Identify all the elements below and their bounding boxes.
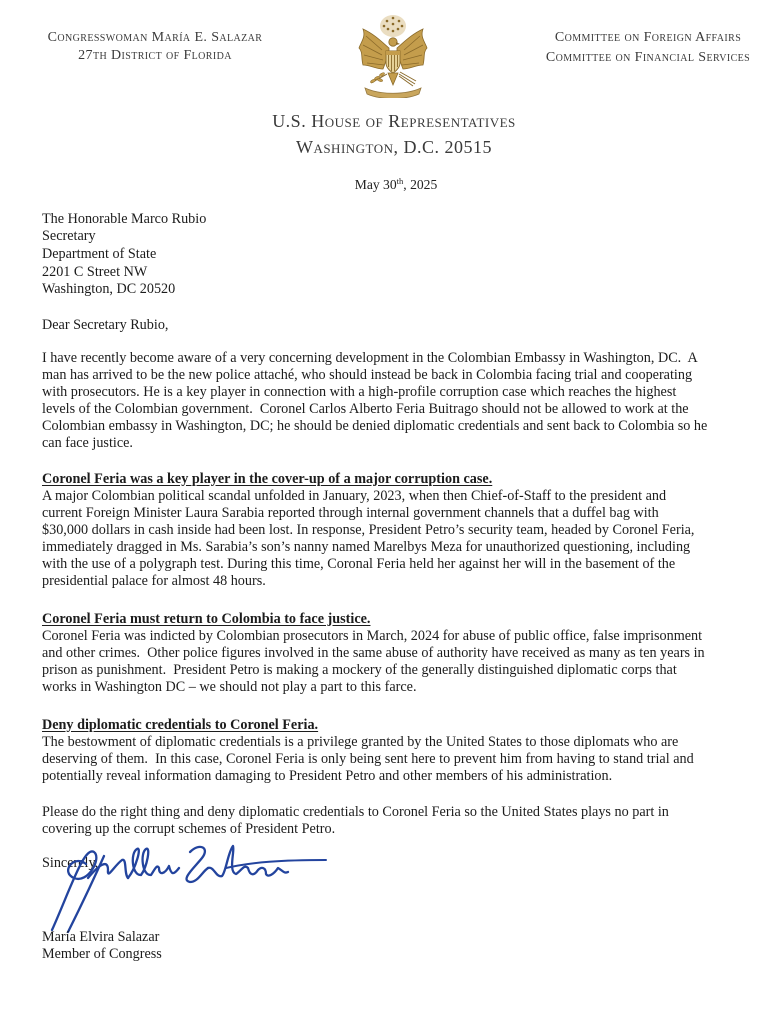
body-line: with the use of a polygraph test. During this time, Coronal Feria held her against her will in the basement of the [42,555,676,572]
house-eagle-seal-icon [352,12,434,98]
body-line: $30,000 dollars in cash inside had been lost. In response, President Petro’s security team, headed by Coronel Feria, [42,521,695,538]
body-line: Colombian embassy in Washington, DC; he should be denied diplomatic credentials and sent back to Colombia so he [42,417,708,434]
letter-date [296,176,496,194]
date-month-day: May 30 [354,177,397,192]
body-line: can face justice. [42,434,133,451]
body-line: presidential palace for almost 48 hours. [42,572,266,589]
body-line: and other crimes. Other police figures involved in the same abuse of authority have received as many as ten years in [42,644,705,661]
section-heading: Coronel Feria was a key player in the cover-up of a major corruption case. [42,470,493,487]
signer-block [42,929,162,963]
body-line: prison as punishment. President Petro is making a mockery of the generally distinguished diplomatic corps that [42,661,677,678]
handwritten-signature [30,838,330,938]
intro-paragraph [42,350,707,452]
recipient-address [42,211,206,300]
recipient-line: Washington, DC 20520 [42,281,176,298]
closing-paragraph [42,804,669,838]
body-line: A major Colombian political scandal unfolded in January, 2023, when then Chief-of-Staff to the president and [42,487,667,504]
member-district: 27th District of Florida [78,48,232,63]
valediction-text: Sincerely, [42,854,99,871]
committee-list [518,28,778,68]
signer-title: Member of Congress [42,945,162,962]
recipient-line: 2201 C Street NW [42,263,148,280]
section-deny-credentials [42,717,694,785]
body-line: works in Washington DC – we should not play a part to this farce. [42,678,417,695]
body-line: Coronel Feria was indicted by Colombian prosecutors in March, 2024 for abuse of public office, false imprisonment [42,627,703,644]
committee-financial-services: Committee on Financial Services [545,50,751,65]
section-face-justice [42,611,705,696]
body-line: with prosecutors. He is a key player in connection with a high-profile corruption case which reaches the highest [42,383,677,400]
body-line: levels of the Colombian government. Coronel Carlos Alberto Feria Buitrago should not be allowed to work at the [42,400,689,417]
body-line: immediately dragged in Ms. Sarabia’s son’s nanny named Marelbys Meza for unauthorized questioning, including [42,538,691,555]
body-line: The bestowment of diplomatic credentials is a privilege granted by the United States to those diplomats who are [42,733,679,750]
signer-name: María Elvira Salazar [42,928,160,945]
office-name: U.S. House of Representatives [272,111,516,131]
body-line: deserving of them. In this case, Coronel Feria is only being sent here to prevent him from having to stand trial and [42,750,694,767]
body-line: potentially reveal information damaging to President Petro and other members of his administration. [42,767,613,784]
section-heading: Coronel Feria must return to Colombia to face justice. [42,610,371,627]
office-heading [214,108,574,160]
recipient-line: The Honorable Marco Rubio [42,210,207,227]
body-line: Please do the right thing and deny diplomatic credentials to Coronel Feria so the United States plays no part in [42,803,669,820]
recipient-line: Department of State [42,245,157,262]
recipient-line: Secretary [42,228,96,245]
body-line: current Foreign Minister Laura Sarabia reported through internal government channels that a duffel bag with [42,504,659,521]
office-city: Washington, D.C. 20515 [295,137,493,157]
date-suffix: th [396,176,404,186]
member-name: Congresswoman María E. Salazar [47,30,263,45]
salutation-text: Dear Secretary Rubio, [42,316,169,333]
section-heading: Deny diplomatic credentials to Coronel Feria. [42,716,319,733]
member-letterhead [25,29,285,65]
body-line: covering up the corrupt schemes of President Petro. [42,820,336,837]
section-cover-up [42,471,694,590]
body-line: man has arrived to be the new police attaché, who should instead be back in Colombia facing trial and cooperating [42,366,693,383]
salutation [42,317,168,334]
body-line: I have recently become aware of a very concerning development in the Colombian Embassy in Washington, DC. A [42,349,698,366]
date-year: , 2025 [403,177,438,192]
committee-foreign-affairs: Committee on Foreign Affairs [554,30,742,45]
